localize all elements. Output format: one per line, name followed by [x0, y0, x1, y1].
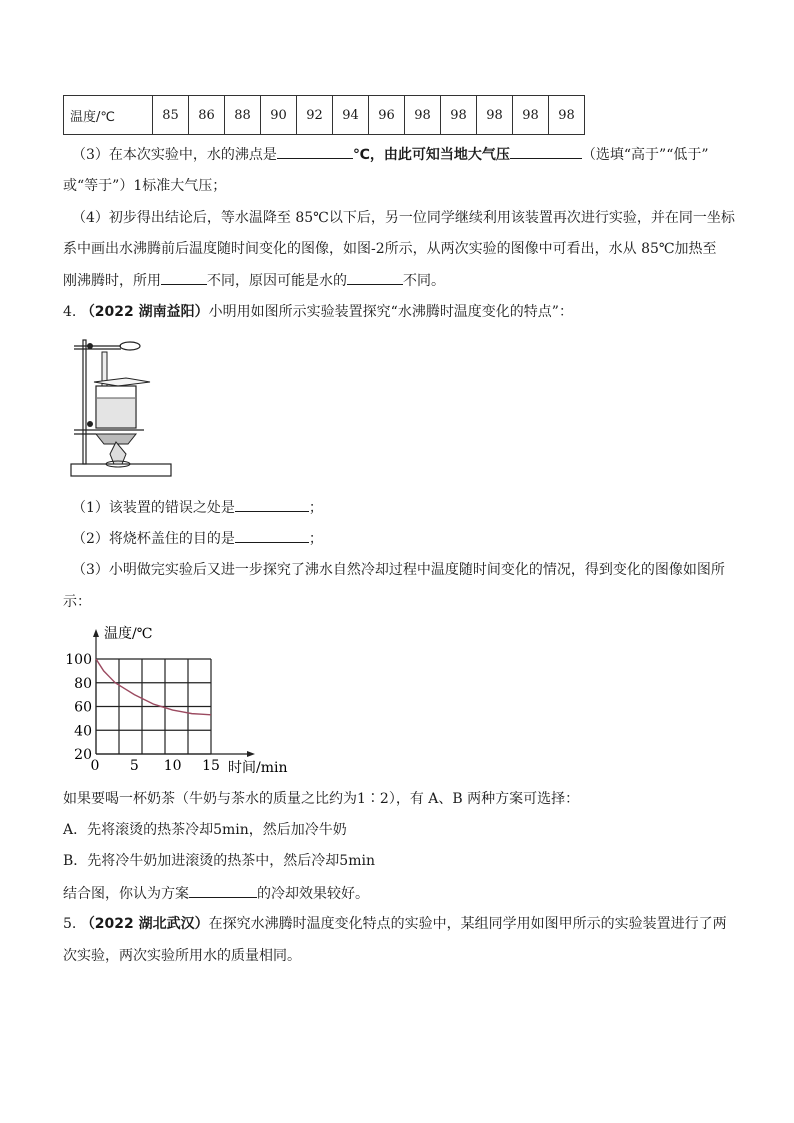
y-tick-label: 60: [74, 699, 92, 716]
option-b: B．先将冷牛奶加进滚烫的热茶中，然后冷却5min: [63, 853, 375, 869]
q3-text-a: （3）在本次实验中，水的沸点是: [72, 147, 277, 163]
y-tick-label: 100: [65, 652, 92, 668]
x-tick-label: 0: [90, 758, 100, 774]
answer-blank[interactable]: [161, 270, 207, 285]
problem4-heading: [63, 302, 573, 322]
chart-grid: [96, 659, 211, 754]
table-cell: 98: [441, 96, 477, 135]
chart-y-axis-label: 温度/℃: [104, 626, 153, 642]
table-cell: 94: [333, 96, 369, 135]
chart-x-axis-label: 时间/min: [228, 760, 288, 776]
q4s-text-a: 刚沸腾时，所用: [63, 273, 161, 289]
problem4-sub3-line1: （3）小明做完实验后又进一步探究了沸水自然冷却过程中温度随时间变化的情况，得到变化的图像如图所: [72, 562, 725, 578]
boiling-apparatus-figure: [66, 332, 176, 480]
conclusion-text-b: 的冷却效果较好。: [257, 886, 369, 902]
answer-blank[interactable]: [347, 270, 403, 285]
choice-intro: 如果要喝一杯奶茶（牛奶与茶水的质量之比约为1∶2），有 A、B 两种方案可选择：: [63, 791, 580, 807]
problem5-line1: [63, 914, 727, 934]
answer-blank[interactable]: [510, 144, 582, 159]
problem4-sub3-line2: 示：: [63, 594, 91, 610]
x-tick-label: 5: [129, 758, 139, 774]
answer-blank[interactable]: [277, 144, 353, 159]
problem-number: 4.: [63, 304, 77, 320]
conclusion-line: [63, 883, 369, 904]
table-cell: 90: [261, 96, 297, 135]
option-a: A．先将滚烫的热茶冷却5min，然后加冷牛奶: [63, 822, 347, 838]
table-cell: 98: [405, 96, 441, 135]
table-cell: 98: [549, 96, 585, 135]
y-tick-label: 20: [74, 747, 92, 763]
q3-text-c: （选填“高于”“低于”: [581, 147, 709, 163]
q3-text-b: ℃，由此可知当地大气压: [352, 147, 510, 163]
x-axis-arrow: [247, 751, 255, 757]
x-tick-label: 15: [202, 758, 220, 774]
table-cell: 86: [189, 96, 225, 135]
answer-blank[interactable]: [235, 528, 309, 543]
table-cell: 85: [153, 96, 189, 135]
cooling-curve-chart: [62, 616, 302, 776]
q4s-line3: [63, 270, 445, 291]
q4s-line1: （4）初步得出结论后，等水温降至 85℃以下后，另一位同学继续利用该装置再次进行实验，并在同一坐标: [72, 210, 735, 226]
table-cell: 88: [225, 96, 261, 135]
table-row: [64, 96, 585, 135]
conclusion-text-a: 结合图，你认为方案: [63, 886, 189, 902]
y-tick-label: 40: [74, 723, 92, 740]
problem-source: （2022 湖南益阳）: [80, 304, 209, 320]
table-cell: 92: [297, 96, 333, 135]
q4s-text-c: 不同。: [403, 273, 445, 289]
semicolon: ；: [308, 500, 323, 516]
x-tick-label: 10: [163, 758, 182, 774]
sub2-text: （2）将烧杯盖住的目的是: [72, 531, 235, 547]
table-header-cell: 温度/℃: [64, 96, 153, 135]
table-cell: 96: [369, 96, 405, 135]
table-cell: 98: [477, 96, 513, 135]
chart-axes: [93, 629, 255, 757]
q4s-text-b: 不同，原因可能是水的: [207, 273, 347, 289]
temperature-table: [63, 95, 585, 135]
q3-line1: [72, 144, 709, 165]
y-tick-label: 80: [74, 675, 92, 692]
problem-stem: 小明用如图所示实验装置探究“水沸腾时温度变化的特点”：: [208, 304, 573, 320]
problem-number: 5.: [63, 916, 77, 932]
sub1-text: （1）该装置的错误之处是: [72, 500, 235, 516]
problem5-line2: 次实验，两次实验所用水的质量相同。: [63, 948, 301, 964]
q3-line2: 或“等于”）1标准大气压；: [63, 178, 227, 194]
problem4-sub1: [72, 497, 323, 518]
problem5-text: 在探究水沸腾时温度变化特点的实验中，某组同学用如图甲所示的实验装置进行了两: [208, 916, 727, 932]
y-axis-arrow: [93, 629, 99, 637]
semicolon: ；: [308, 531, 323, 547]
problem4-sub2: [72, 528, 323, 549]
problem-source: （2022 湖北武汉）: [80, 916, 209, 932]
answer-blank[interactable]: [189, 883, 257, 898]
q4s-line2: 系中画出水沸腾前后温度随时间变化的图像，如图-2所示，从两次实验的图像中可看出，水从 85℃加热至: [63, 241, 717, 257]
answer-blank[interactable]: [235, 497, 309, 512]
table-cell: 98: [513, 96, 549, 135]
